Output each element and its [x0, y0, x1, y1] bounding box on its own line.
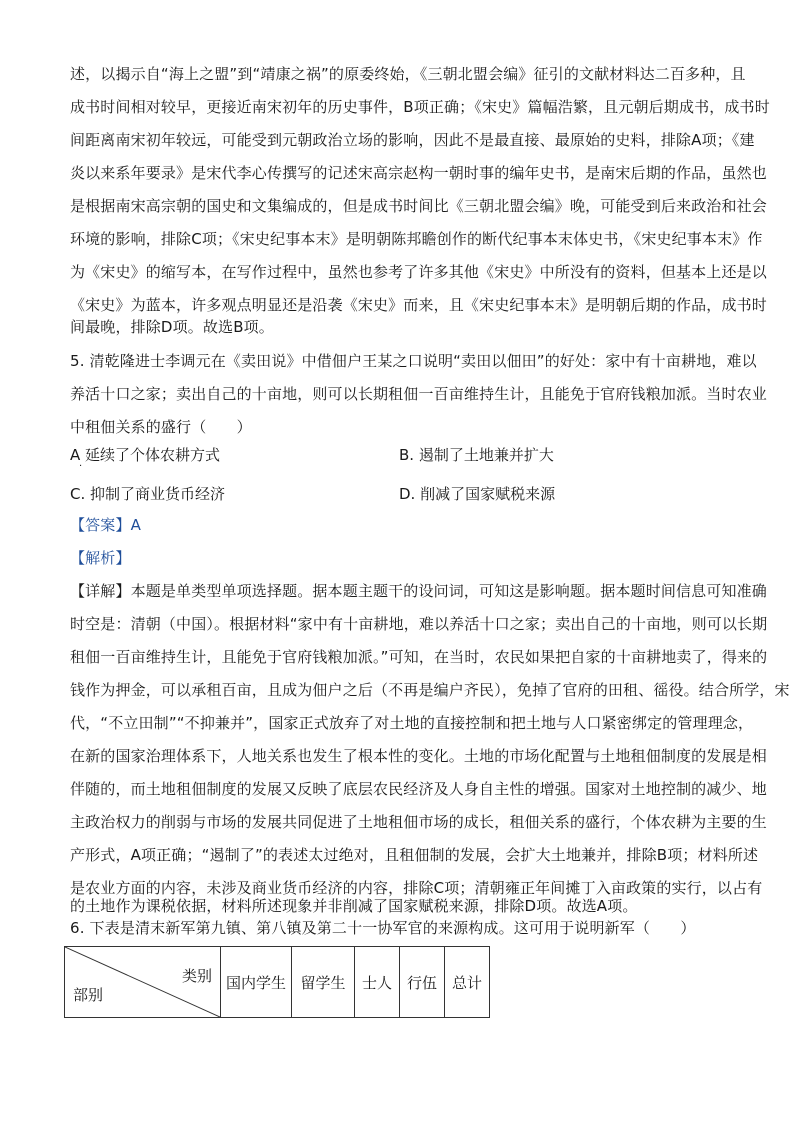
analysis-line: 租佃一百亩维持生计，且能免于官府钱粮加派。”可知，在当时，农民如果把自家的十亩耕地卖了，得来的: [70, 648, 768, 666]
text-line: 为《宋史》的缩写本，在写作过程中，虽然也参考了许多其他《宋史》中所没有的资料，但基本上还是以: [70, 263, 767, 281]
question-stem-line: 5. 清乾隆进士李调元在《卖田说》中借佃户王某之口说明“卖田以佃田”的好处：家中有十亩耕地，难以: [70, 352, 757, 370]
corner-top-label: 类别: [181, 967, 212, 985]
analysis-line: 是农业方面的内容，未涉及商业货币经济的内容，排除C项；清朝雍正年间摊丁入亩政策的实行，以占有: [70, 879, 763, 897]
analysis-line: 代，“不立田制”“不抑兼并”，国家正式放弃了对土地的直接控制和把土地与人口紧密绑定的管理理念，: [70, 714, 754, 732]
analysis-line: 产形式，A项正确；“遏制了”的表述太过绝对，且租佃制的发展，会扩大土地兼并，排除B项；材料所述: [70, 846, 759, 864]
text-line: 是根据南宋高宗朝的国史和文集编成的，但是成书时间比《三朝北盟会编》晚，可能受到后来政治和社会: [70, 197, 767, 215]
analysis-line: 主政治权力的削弱与市场的发展共同促进了土地租佃市场的成长，租佃关系的盛行，个体农耕为主要的生: [70, 813, 767, 831]
option-a: A 延续了个体农耕方式: [70, 446, 221, 464]
text-line: 间最晚，排除D项。故选B项。: [70, 318, 274, 336]
officer-source-table: [64, 946, 490, 1018]
text-line: 成书时间相对较早，更接近南宋初年的历史事件，B项正确；《宋史》篇幅浩繁，且元朝后期成书，成书时: [70, 98, 770, 116]
stray-dot: ·: [79, 461, 83, 472]
text-line: 《宋史》为蓝本，许多观点明显还是沿袭《宋史》而来，且《宋史纪事本末》是明朝后期的作品，成书时: [70, 296, 767, 314]
analysis-line: 时空是：清朝（中国）。根据材料“家中有十亩耕地，难以养活十口之家；卖出自己的十亩地，则可以长期: [70, 615, 768, 633]
question-stem-line: 养活十口之家；卖出自己的十亩地，则可以长期租佃一百亩维持生计，且能免于官府钱粮加派。当时农业: [70, 385, 767, 403]
table-header-cell: 总计: [445, 947, 490, 1018]
corner-bottom-label: 部别: [73, 986, 104, 1004]
option-c: C. 抑制了商业货币经济: [70, 485, 226, 503]
text-line: 述，以揭示自“海上之盟”到“靖康之祸”的原委终始，《三朝北盟会编》征引的文献材料达二百多种，且: [70, 65, 746, 83]
analysis-line: [70, 581, 767, 601]
table-header-cell: 国内学生: [221, 947, 292, 1018]
table-corner-cell: [65, 947, 221, 1018]
text-line: 炎以来系年要录》是宋代李心传撰写的记述宋高宗赵构一朝时事的编年史书，是南宋后期的作品，虽然也: [70, 164, 767, 182]
question-stem: 6. 下表是清末新军第九镇、第八镇及第二十一协军官的来源构成。这可用于说明新军（ ）: [70, 919, 696, 937]
analysis-label: 【解析】: [70, 549, 131, 567]
analysis-line: 伴随的，而土地租佃制度的发展又反映了底层农民经济及人身自主性的增强。国家对土地控制的减少、地: [70, 780, 767, 798]
analysis-line: 的土地作为课税依据，材料所述现象并非削减了国家赋税来源，排除D项。故选A项。: [70, 897, 638, 915]
question-stem-line: 中租佃关系的盛行（ ）: [70, 418, 252, 436]
analysis-text: 【详解】本题是单类型单项选择题。据本题主题干的设问词，可知这是影响题。据本题时间信息可知准确: [70, 582, 767, 600]
option-b: B. 遏制了土地兼并扩大: [399, 446, 554, 464]
analysis-line: 在新的国家治理体系下，人地关系也发生了根本性的变化。土地的市场化配置与土地租佃制度的发展是相: [70, 747, 767, 765]
text-line: 环境的影响，排除C项；《宋史纪事本末》是明朝陈邦瞻创作的断代纪事本末体史书，《宋史纪事本末》作: [70, 230, 763, 248]
table-header-cell: 士人: [355, 947, 400, 1018]
answer-label: 【答案】A: [70, 516, 142, 534]
table-header-cell: 行伍: [400, 947, 445, 1018]
text-line: 间距离南宋初年较远，可能受到元朝政治立场的影响，因此不是最直接、最原始的史料，排除A项；《建: [70, 131, 755, 149]
table-header-cell: 留学生: [292, 947, 355, 1018]
table-header-row: [65, 947, 490, 1018]
analysis-line: 钱作为押金，可以承租百亩，且成为佃户之后（不再是编户齐民），免掉了官府的田租、徭役。结合所学，宋: [70, 681, 790, 699]
option-d: D. 削减了国家赋税来源: [399, 485, 556, 503]
